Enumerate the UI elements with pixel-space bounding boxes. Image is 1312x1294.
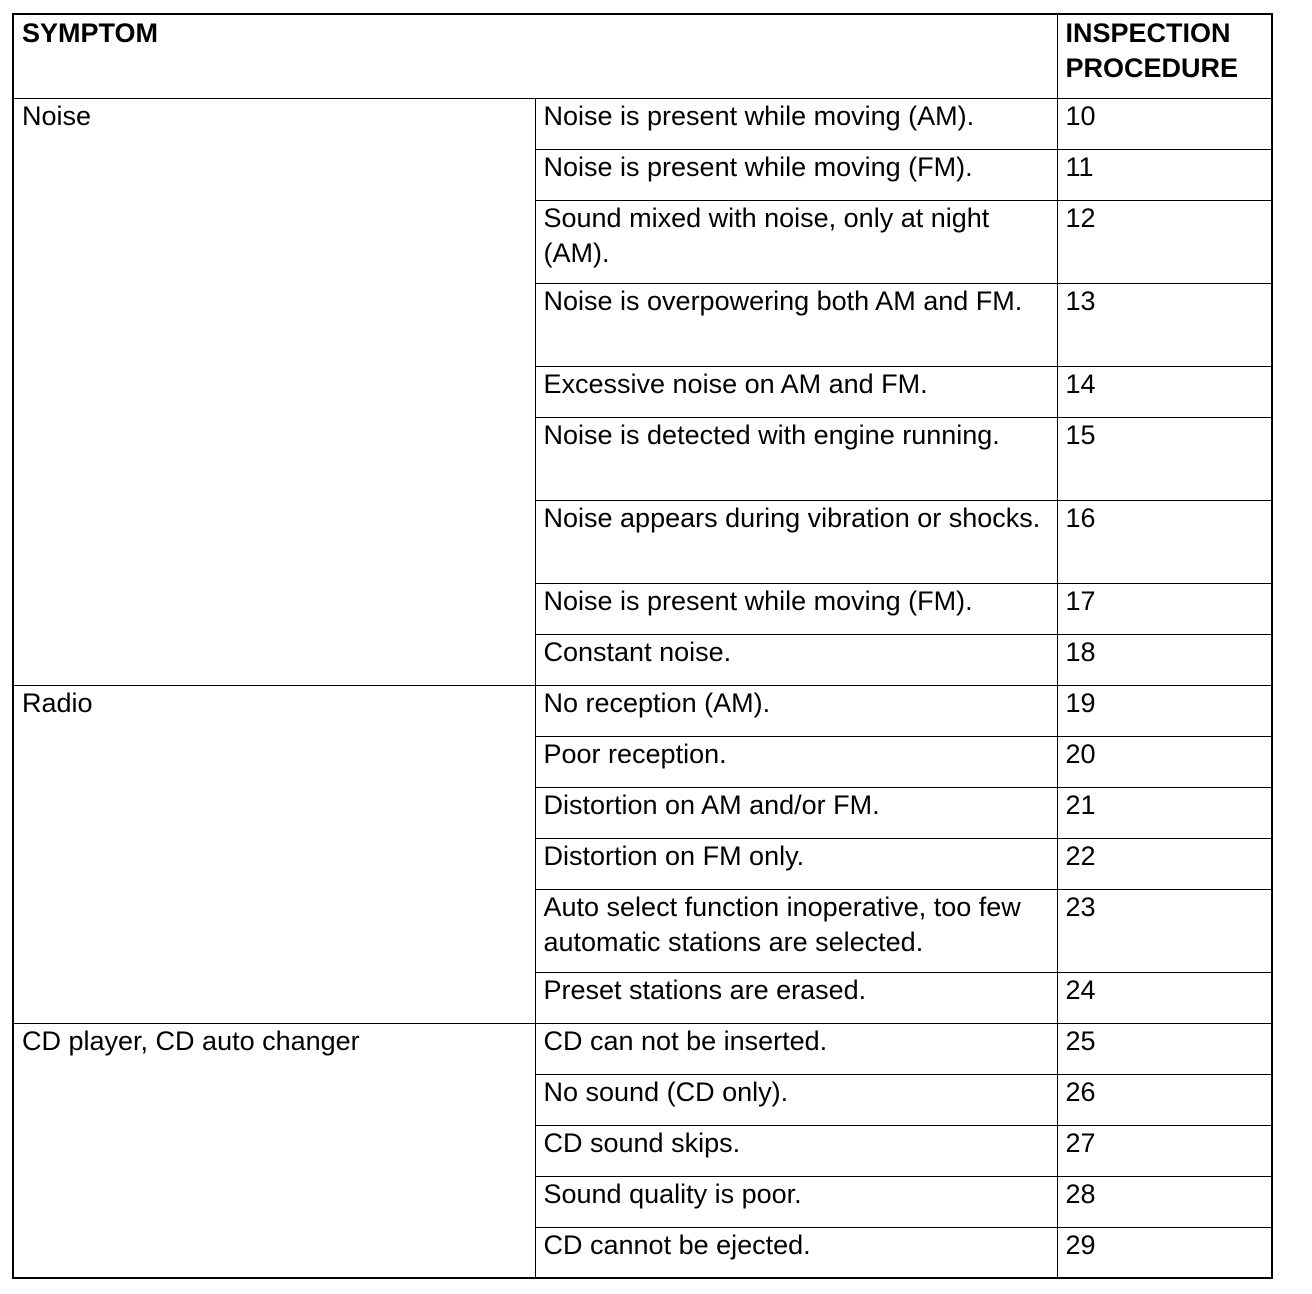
procedure-cell: 28	[1057, 1176, 1272, 1227]
symptom-cell: Sound mixed with noise, only at night (AM).	[535, 200, 1057, 283]
table-row	[13, 685, 1272, 736]
symptom-cell: Distortion on AM and/or FM.	[535, 787, 1057, 838]
header-symptom: SYMPTOM	[13, 14, 1057, 98]
header-inspection-procedure: INSPECTION PROCEDURE	[1057, 14, 1272, 98]
procedure-cell: 18	[1057, 634, 1272, 685]
procedure-cell: 12	[1057, 200, 1272, 283]
symptom-cell: Noise appears during vibration or shocks.	[535, 500, 1057, 583]
procedure-cell: 13	[1057, 283, 1272, 366]
procedure-cell: 22	[1057, 838, 1272, 889]
symptom-cell: Excessive noise on AM and FM.	[535, 366, 1057, 417]
procedure-cell: 21	[1057, 787, 1272, 838]
symptom-cell: Preset stations are erased.	[535, 972, 1057, 1023]
procedure-cell: 19	[1057, 685, 1272, 736]
symptom-cell: Noise is overpowering both AM and FM.	[535, 283, 1057, 366]
procedure-cell: 15	[1057, 417, 1272, 500]
symptom-cell: Distortion on FM only.	[535, 838, 1057, 889]
procedure-cell: 27	[1057, 1125, 1272, 1176]
symptom-cell: Sound quality is poor.	[535, 1176, 1057, 1227]
category-cell: CD player, CD auto changer	[13, 1023, 535, 1278]
procedure-cell: 17	[1057, 583, 1272, 634]
category-cell: Radio	[13, 685, 535, 1023]
category-cell: Noise	[13, 98, 535, 685]
symptom-cell: Noise is present while moving (FM).	[535, 583, 1057, 634]
symptom-cell: CD sound skips.	[535, 1125, 1057, 1176]
symptom-cell: No reception (AM).	[535, 685, 1057, 736]
procedure-cell: 24	[1057, 972, 1272, 1023]
procedure-cell: 16	[1057, 500, 1272, 583]
symptom-cell: Noise is present while moving (AM).	[535, 98, 1057, 149]
symptom-table	[12, 13, 1273, 1279]
symptom-cell: No sound (CD only).	[535, 1074, 1057, 1125]
symptom-cell: Auto select function inoperative, too few automatic stations are selected.	[535, 889, 1057, 972]
symptom-cell: CD can not be inserted.	[535, 1023, 1057, 1074]
table-row	[13, 98, 1272, 149]
procedure-cell: 23	[1057, 889, 1272, 972]
symptom-cell: Poor reception.	[535, 736, 1057, 787]
symptom-cell: Noise is detected with engine running.	[535, 417, 1057, 500]
symptom-table-page	[12, 13, 1271, 1279]
symptom-cell: Constant noise.	[535, 634, 1057, 685]
table-body	[13, 98, 1272, 1278]
procedure-cell: 25	[1057, 1023, 1272, 1074]
procedure-cell: 26	[1057, 1074, 1272, 1125]
symptom-cell: Noise is present while moving (FM).	[535, 149, 1057, 200]
procedure-cell: 29	[1057, 1227, 1272, 1278]
table-row	[13, 1023, 1272, 1074]
table-header-row	[13, 14, 1272, 98]
procedure-cell: 11	[1057, 149, 1272, 200]
procedure-cell: 20	[1057, 736, 1272, 787]
symptom-cell: CD cannot be ejected.	[535, 1227, 1057, 1278]
procedure-cell: 14	[1057, 366, 1272, 417]
procedure-cell: 10	[1057, 98, 1272, 149]
